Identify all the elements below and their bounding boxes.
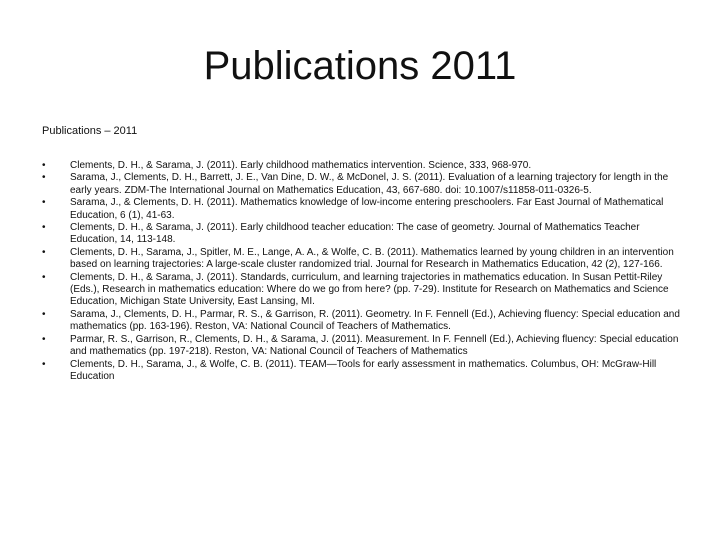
bullet-icon: • bbox=[42, 172, 46, 184]
reference-text: Sarama, J., Clements, D. H., Barrett, J. E., Van Dine, D. W., & McDonel, J. S. (2011). Evaluation of a learning trajectory for length in the early years. ZDM-The International Journal on Mathematics Education, 43, 667-680. doi: 10.1007/s11858-011-0326-5. bbox=[70, 172, 669, 196]
section-subtitle: Publications – 2011 bbox=[42, 125, 138, 137]
list-item bbox=[42, 172, 682, 197]
reference-text: Sarama, J., Clements, D. H., Parmar, R. S., & Garrison, R. (2011). Geometry. In F. Fennell (Ed.), Achieving fluency: Special education and mathematics (pp. 163-196). Reston, VA: National Council of Teachers of Mathematics. bbox=[70, 308, 680, 333]
list-item bbox=[42, 247, 682, 272]
reference-text: Clements, D. H., Sarama, J., Spitler, M. E., Lange, A. A., & Wolfe, C. B. (2011). Mathematics learned by young children in an intervention based on learning trajectories: A large-scale cluster randomized trial. Journal for Research in Mathematics Education, 42 (2), 127-166. bbox=[70, 246, 674, 271]
reference-text: Sarama, J., & Clements, D. H. (2011). Mathematics knowledge of low-income entering preschoolers. Far East Journal of Mathematical Education, 6 (1), 41-63. bbox=[70, 197, 664, 221]
bullet-icon: • bbox=[42, 308, 46, 320]
references-list bbox=[42, 160, 682, 383]
list-item bbox=[42, 309, 682, 334]
bullet-icon: • bbox=[42, 197, 46, 209]
bullet-icon: • bbox=[42, 271, 46, 283]
list-item bbox=[42, 160, 682, 172]
reference-text: Parmar, R. S., Garrison, R., Clements, D. H., & Sarama, J. (2011). Measurement. In F. Fennell (Ed.), Achieving fluency: Special education and mathematics (pp. 197-218). Reston, VA: National Council of Teachers of Mathematics bbox=[70, 333, 679, 358]
bullet-icon: • bbox=[42, 358, 46, 370]
bullet-icon: • bbox=[42, 246, 46, 258]
list-item bbox=[42, 197, 682, 222]
bullet-icon: • bbox=[42, 333, 46, 345]
slide-title: Publications 2011 bbox=[203, 44, 517, 88]
reference-text: Clements, D. H., & Sarama, J. (2011). Early childhood teacher education: The case of geometry. Journal of Mathematics Teacher Education, 14, 113-148. bbox=[70, 222, 640, 246]
bullet-icon: • bbox=[42, 222, 46, 234]
bullet-icon: • bbox=[42, 160, 46, 171]
list-item bbox=[42, 359, 682, 384]
list-item bbox=[42, 272, 682, 309]
reference-text: Clements, D. H., Sarama, J., & Wolfe, C. B. (2011). TEAM—Tools for early assessment in mathematics. Columbus, OH: McGraw-Hill Education bbox=[70, 358, 657, 382]
list-item bbox=[42, 334, 682, 359]
reference-text: Clements, D. H., & Sarama, J. (2011). Standards, curriculum, and learning trajectories in mathematics education. In Susan Pettit-Riley (Eds.), Research in mathematics education: Where do we go from here? (pp. 7-29). Institute for Research on Mathematics and Science Education, Michigan State University, East Lansing, MI. bbox=[70, 271, 669, 308]
reference-text: Clements, D. H., & Sarama, J. (2011). Early childhood mathematics intervention. Science, 333, 968-970. bbox=[70, 160, 532, 171]
list-item bbox=[42, 222, 682, 247]
